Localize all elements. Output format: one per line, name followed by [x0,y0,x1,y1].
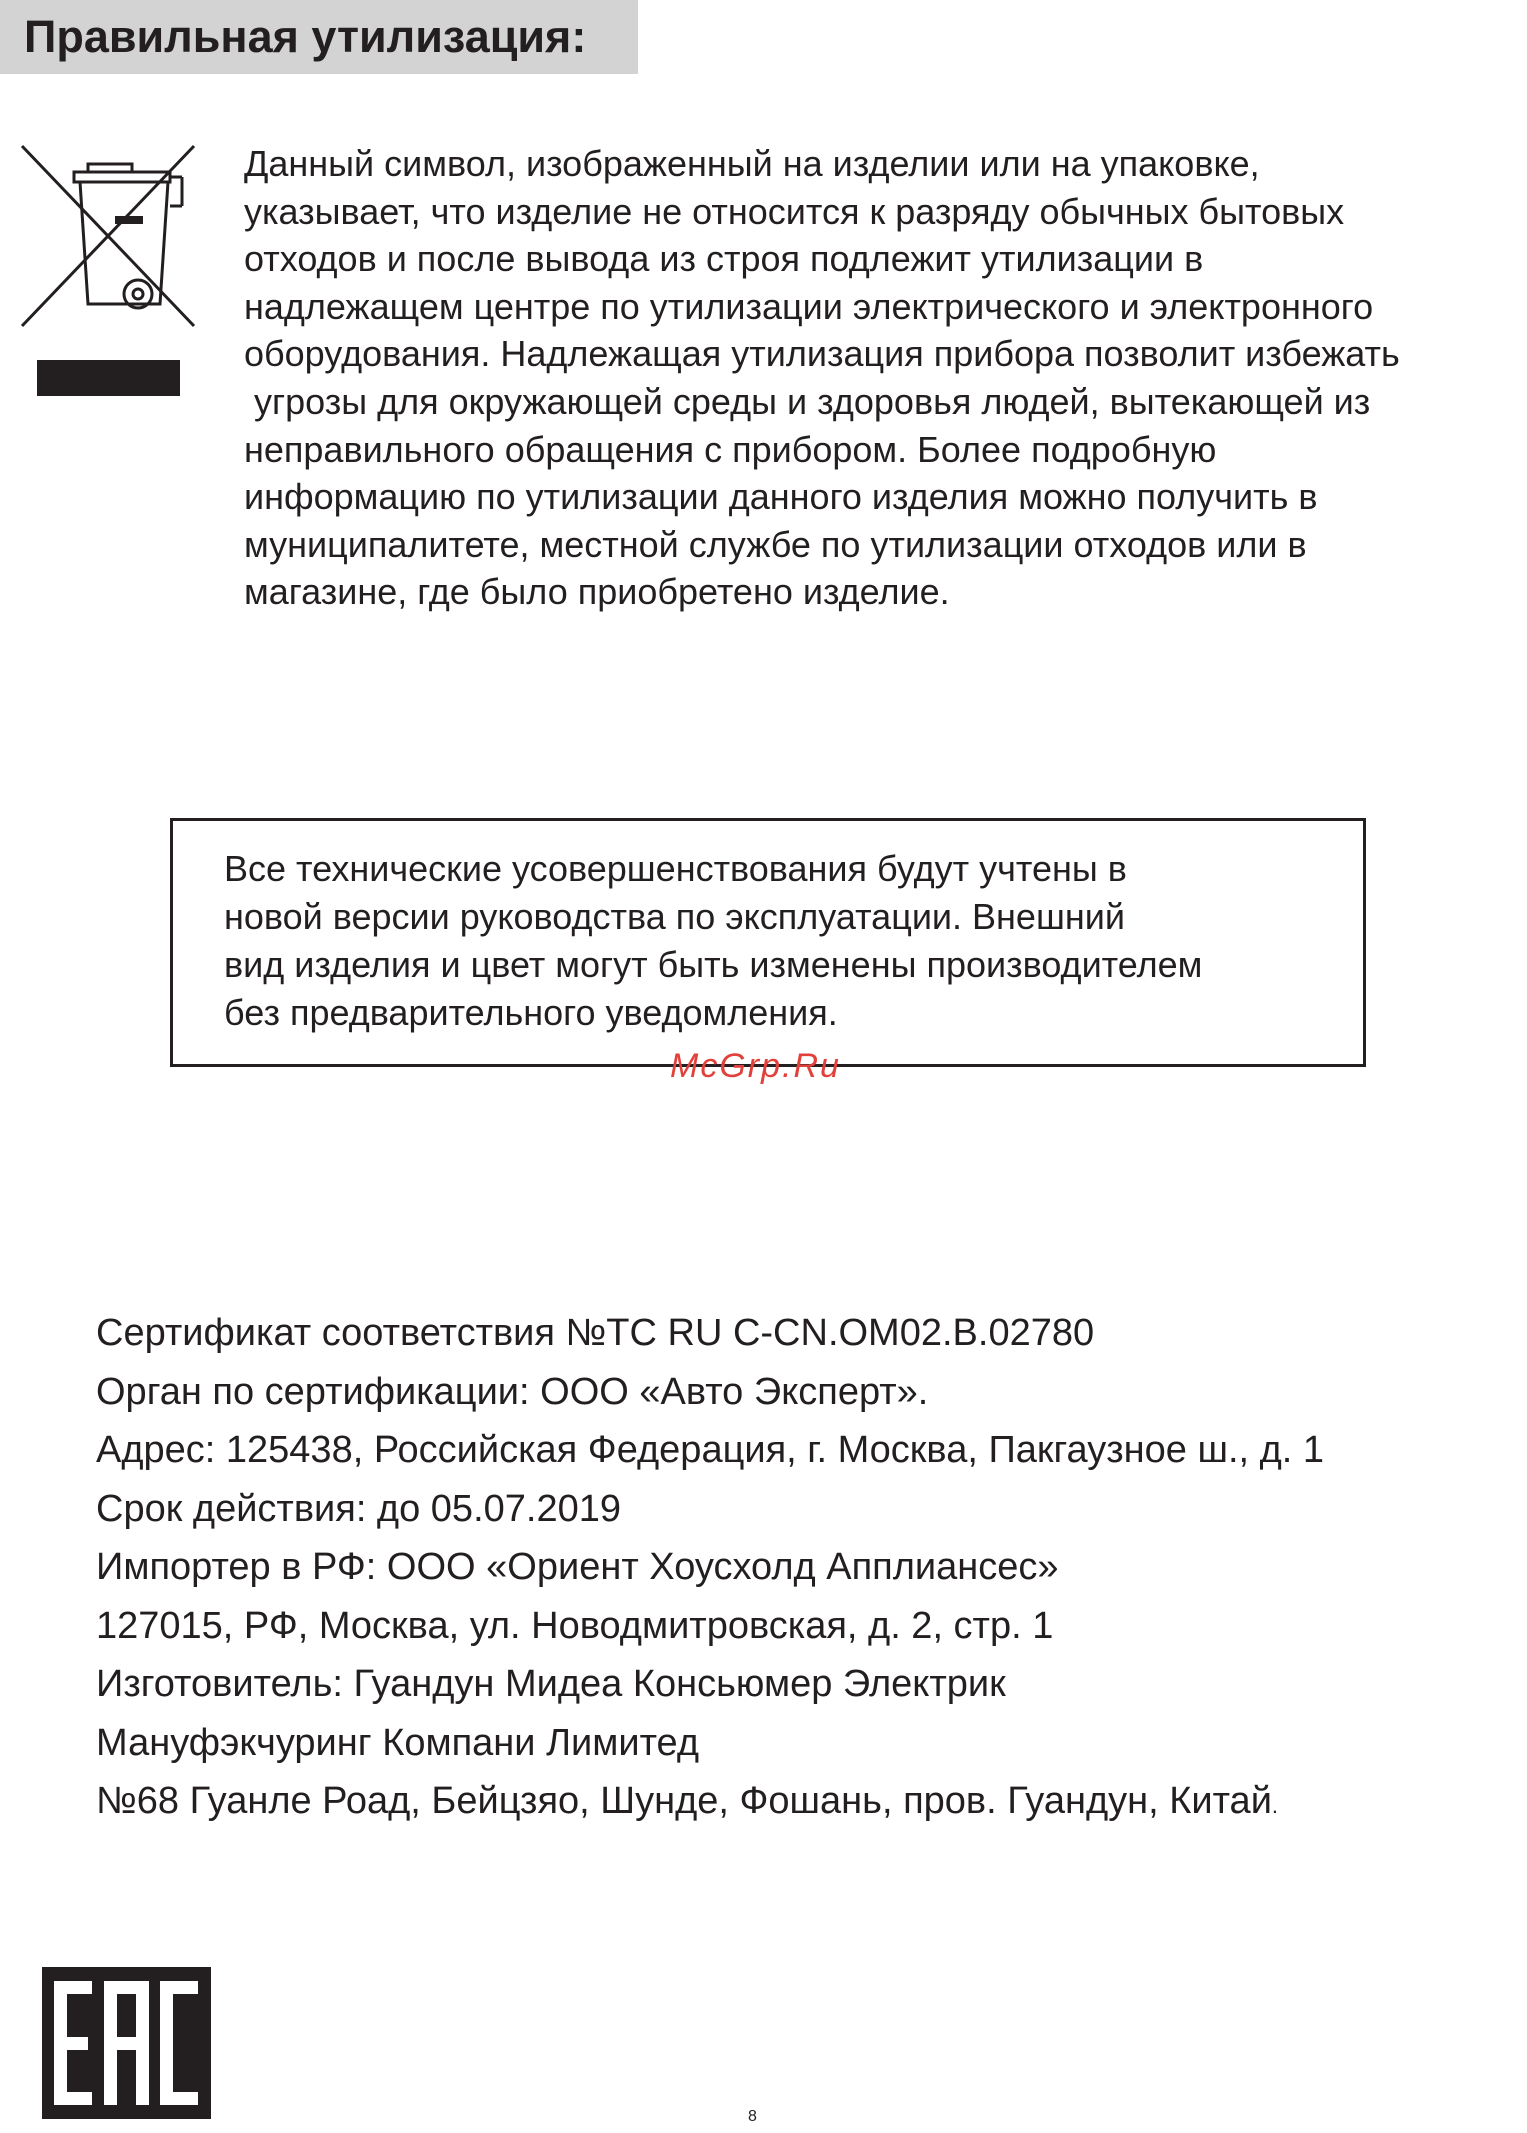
certificate-line: Срок действия: до 05.07.2019 [96,1487,621,1530]
notice-line: вид изделия и цвет могут быть изменены производителем [224,944,1203,985]
disposal-paragraph [244,140,1514,616]
certificate-line: 127015, РФ, Москва, ул. Новодмитровская, д. 2, стр. 1 [96,1604,1054,1647]
disposal-line: угрозы для окружающей среды и здоровья людей, вытекающей из [244,380,1371,422]
section-title: Правильная утилизация: [24,11,587,62]
notice-line: без предварительного уведомления. [224,992,838,1033]
notice-text [224,845,1202,1037]
disposal-line: информацию по утилизации данного изделия можно получить в [244,476,1318,518]
certificate-line: Сертификат соответствия №ТС RU C-CN.ОМ02.В.02780 [96,1312,1095,1354]
disposal-line: неправильного обращения с прибором. Более подробную [244,428,1217,470]
notice-box [170,818,1366,1067]
certificate-line-end: . [1271,1793,1279,1818]
certificate-line: №68 Гуанле Роад, Бейцзяо, Шунде, Фошань, пров. Гуандун, Китай [96,1780,1272,1822]
certificate-line: Изготовитель: Гуандун Мидеа Консьюмер Электрик [96,1663,1006,1705]
disposal-line: указывает, что изделие не относится к разряду обычных бытовых [244,190,1345,232]
weee-bin-icon [20,144,196,328]
certificate-block [96,1304,1324,1836]
weee-solid-bar [37,360,180,396]
disposal-line: Данный символ, изображенный на изделии или на упаковке, [244,143,1260,184]
disposal-line: муниципалитете, местной службе по утилизации отходов или в [244,523,1307,565]
disposal-line: магазине, где было приобретено изделие. [244,571,950,613]
eac-logo [42,1967,211,2119]
notice-line: Все технические усовершенствования будут учтены в [224,848,1127,889]
certificate-line: Орган по сертификации: ООО «Авто Эксперт». [96,1370,929,1413]
disposal-line: надлежащем центре по утилизации электрического и электронного [244,285,1374,327]
watermark: McGrp.Ru [670,1047,841,1085]
certificate-line: Импортер в РФ: ООО «Ориент Хоусхолд Апплиансес» [96,1546,1059,1588]
section-title-bar [0,0,638,74]
disposal-line: отходов и после вывода из строя подлежит утилизации в [244,238,1204,280]
certificate-line-last [96,1772,1324,1836]
notice-line: новой версии руководства по эксплуатации. Внешний [224,896,1125,937]
page-number: 8 [748,2108,757,2125]
certificate-line: Мануфэкчуринг Компани Лимитед [96,1721,700,1764]
certificate-line: Адрес: 125438, Российская Федерация, г. Москва, Пакгаузное ш., д. 1 [96,1429,1325,1471]
disposal-line: оборудования. Надлежащая утилизация прибора позволит избежать [244,333,1400,375]
